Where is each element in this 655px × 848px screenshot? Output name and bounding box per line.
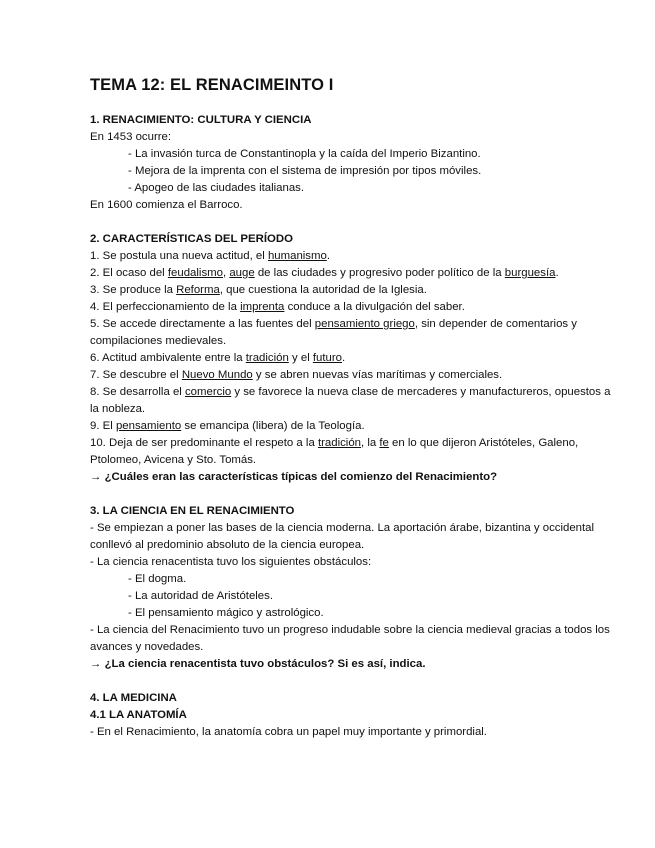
characteristic-item-5: 5. Se accede directamente a las fuentes del pensamiento griego, sin depender de comentarios y compilaciones medievales. [90, 318, 577, 347]
characteristic-item-8: 8. Se desarrolla el comercio y se favorece la nueva clase de mercaderes y manufactureros, opuestos a la nobleza. [90, 386, 611, 415]
section-2-heading: 2. CARACTERÍSTICAS DEL PERÍODO [90, 233, 293, 245]
obstacle-bullet: - El dogma. [128, 573, 187, 585]
section-1-heading: 1. RENACIMIENTO: CULTURA Y CIENCIA [90, 114, 312, 126]
characteristic-item-9: 9. El pensamiento se emancipa (libera) de la Teología. [90, 420, 365, 432]
arrow-right-icon: → [90, 658, 102, 670]
section-3-paragraph: - La ciencia renacentista tuvo los siguientes obstáculos: [90, 556, 372, 568]
characteristic-item-10: 10. Deja de ser predominante el respeto a la tradición, la fe en lo que dijeron Aristóteles, Galeno, Ptolomeo, Avicena y Sto. Tomás. [90, 437, 579, 466]
obstacle-bullet: - El pensamiento mágico y astrológico. [128, 607, 324, 619]
characteristic-item-6: 6. Actitud ambivalente entre la tradición y el futuro. [90, 352, 346, 364]
characteristic-item-7: 7. Se descubre el Nuevo Mundo y se abren nuevas vías marítimas y comerciales. [90, 369, 503, 381]
section-4-subheading: 4.1 LA ANATOMÍA [90, 709, 187, 721]
section-1-bullet: - La invasión turca de Constantinopla y la caída del Imperio Bizantino. [128, 148, 481, 160]
section-1-intro: En 1453 ocurre: [90, 131, 172, 143]
arrow-right-icon: → [90, 471, 102, 483]
characteristic-item-1: 1. Se postula una nueva actitud, el humanismo. [90, 250, 331, 262]
characteristic-item-3: 3. Se produce la Reforma, que cuestiona la autoridad de la Iglesia. [90, 284, 427, 296]
section-1-bullet: - Mejora de la imprenta con el sistema de impresión por tipos móviles. [128, 165, 482, 177]
section-3-paragraph: - La ciencia del Renacimiento tuvo un progreso indudable sobre la ciencia medieval gracias a todos los avances y novedades. [90, 624, 610, 653]
section-3-heading: 3. LA CIENCIA EN EL RENACIMIENTO [90, 505, 295, 517]
characteristic-item-4: 4. El perfeccionamiento de la imprenta conduce a la divulgación del saber. [90, 301, 465, 313]
section-1-outro: En 1600 comienza el Barroco. [90, 199, 243, 211]
section-4-paragraph: - En el Renacimiento, la anatomía cobra un papel muy importante y primordial. [90, 726, 487, 738]
section-1-bullet: - Apogeo de las ciudades italianas. [128, 182, 305, 194]
characteristic-item-2: 2. El ocaso del feudalismo, auge de las ciudades y progresivo poder político de la burguesía. [90, 267, 559, 279]
section-2-question: → ¿Cuáles eran las características típicas del comienzo del Renacimiento? [90, 471, 498, 483]
section-4-heading: 4. LA MEDICINA [90, 692, 177, 704]
section-3-question: → ¿La ciencia renacentista tuvo obstáculos? Si es así, indica. [90, 658, 426, 670]
page-title: TEMA 12: EL RENACIMEINTO I [90, 76, 334, 94]
obstacle-bullet: - La autoridad de Aristóteles. [128, 590, 274, 602]
section-3-paragraph: - Se empiezan a poner las bases de la ciencia moderna. La aportación árabe, bizantina y occidental conllevó al predominio absoluto de la ciencia europea. [90, 522, 595, 551]
